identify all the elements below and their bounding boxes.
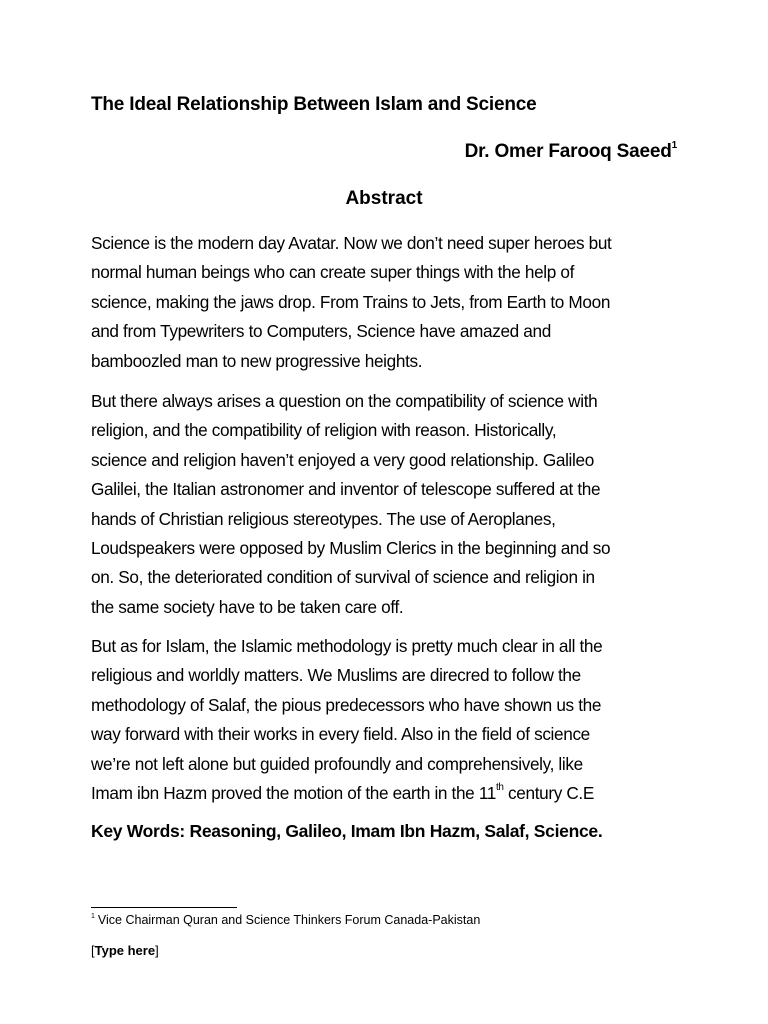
paragraph-line: on. So, the deteriorated condition of survival of science and religion in	[91, 567, 595, 588]
footnote-separator	[91, 907, 237, 908]
paragraph-line: Galilei, the Italian astronomer and inventor of telescope suffered at the	[91, 479, 601, 500]
placeholder-text: Type here	[94, 943, 156, 958]
paragraph-line: normal human beings who can create super things with the help of	[91, 262, 575, 283]
paragraph-line: religious and worldly matters. We Muslims are direcred to follow the	[91, 665, 581, 686]
paragraph-line: science, making the jaws drop. From Trains to Jets, from Earth to Moon	[91, 291, 611, 312]
footnote-text: Vice Chairman Quran and Science Thinkers Forum Canada-Pakistan	[97, 913, 481, 927]
last-line-text: Imam ibn Hazm proved the motion of the earth in the 11	[91, 783, 496, 804]
abstract-heading: Abstract	[345, 188, 423, 209]
author-name	[465, 141, 677, 163]
paragraph-line: But there always arises a question on the compatibility of science with	[91, 391, 598, 411]
keywords: Key Words: Reasoning, Galileo, Imam Ibn Hazm, Salaf, Science.	[91, 821, 603, 841]
paragraph-line: and from Typewriters to Computers, Science have amazed and	[91, 321, 551, 342]
type-here-placeholder[interactable]	[91, 943, 159, 958]
paragraph-line: science and religion haven’t enjoyed a very good relationship. Galileo	[91, 449, 594, 470]
paragraph-line: we’re not left alone but guided profoundly and comprehensively, like	[91, 753, 583, 774]
paragraph-line: But as for Islam, the Islamic methodology is pretty much clear in all the	[91, 636, 603, 656]
paragraph-last-line	[91, 779, 681, 808]
footnote	[91, 913, 480, 927]
paragraph-line: Science is the modern day Avatar. Now we don’t need super heroes but	[91, 233, 612, 253]
placeholder-open-bracket: [	[91, 943, 95, 958]
author-footnote-marker: 1	[671, 139, 677, 151]
author-name-text: Dr. Omer Farooq Saeed	[464, 141, 672, 162]
placeholder-close-bracket: ]	[155, 943, 159, 958]
paragraph-line: methodology of Salaf, the pious predecessors who have shown us the	[91, 694, 602, 715]
ordinal-suffix: th	[495, 782, 504, 794]
paragraph-line: bamboozled man to new progressive heights.	[91, 350, 423, 371]
paragraph-line: religion, and the compatibility of religion with reason. Historically,	[91, 420, 557, 441]
paragraph-line: hands of Christian religious stereotypes. The use of Aeroplanes,	[91, 508, 556, 529]
footnote-marker: 1	[91, 912, 95, 920]
abstract-paragraph-1	[91, 229, 681, 376]
abstract-paragraph-2	[91, 387, 681, 622]
abstract-paragraph-3	[91, 632, 681, 808]
document-title: The Ideal Relationship Between Islam and Science	[91, 94, 537, 115]
last-line-tail: century C.E	[503, 783, 594, 804]
paragraph-line: the same society have to be taken care off.	[91, 596, 404, 617]
paragraph-line: Loudspeakers were opposed by Muslim Clerics in the beginning and so	[91, 538, 611, 559]
paragraph-line: way forward with their works in every field. Also in the field of science	[91, 724, 590, 745]
